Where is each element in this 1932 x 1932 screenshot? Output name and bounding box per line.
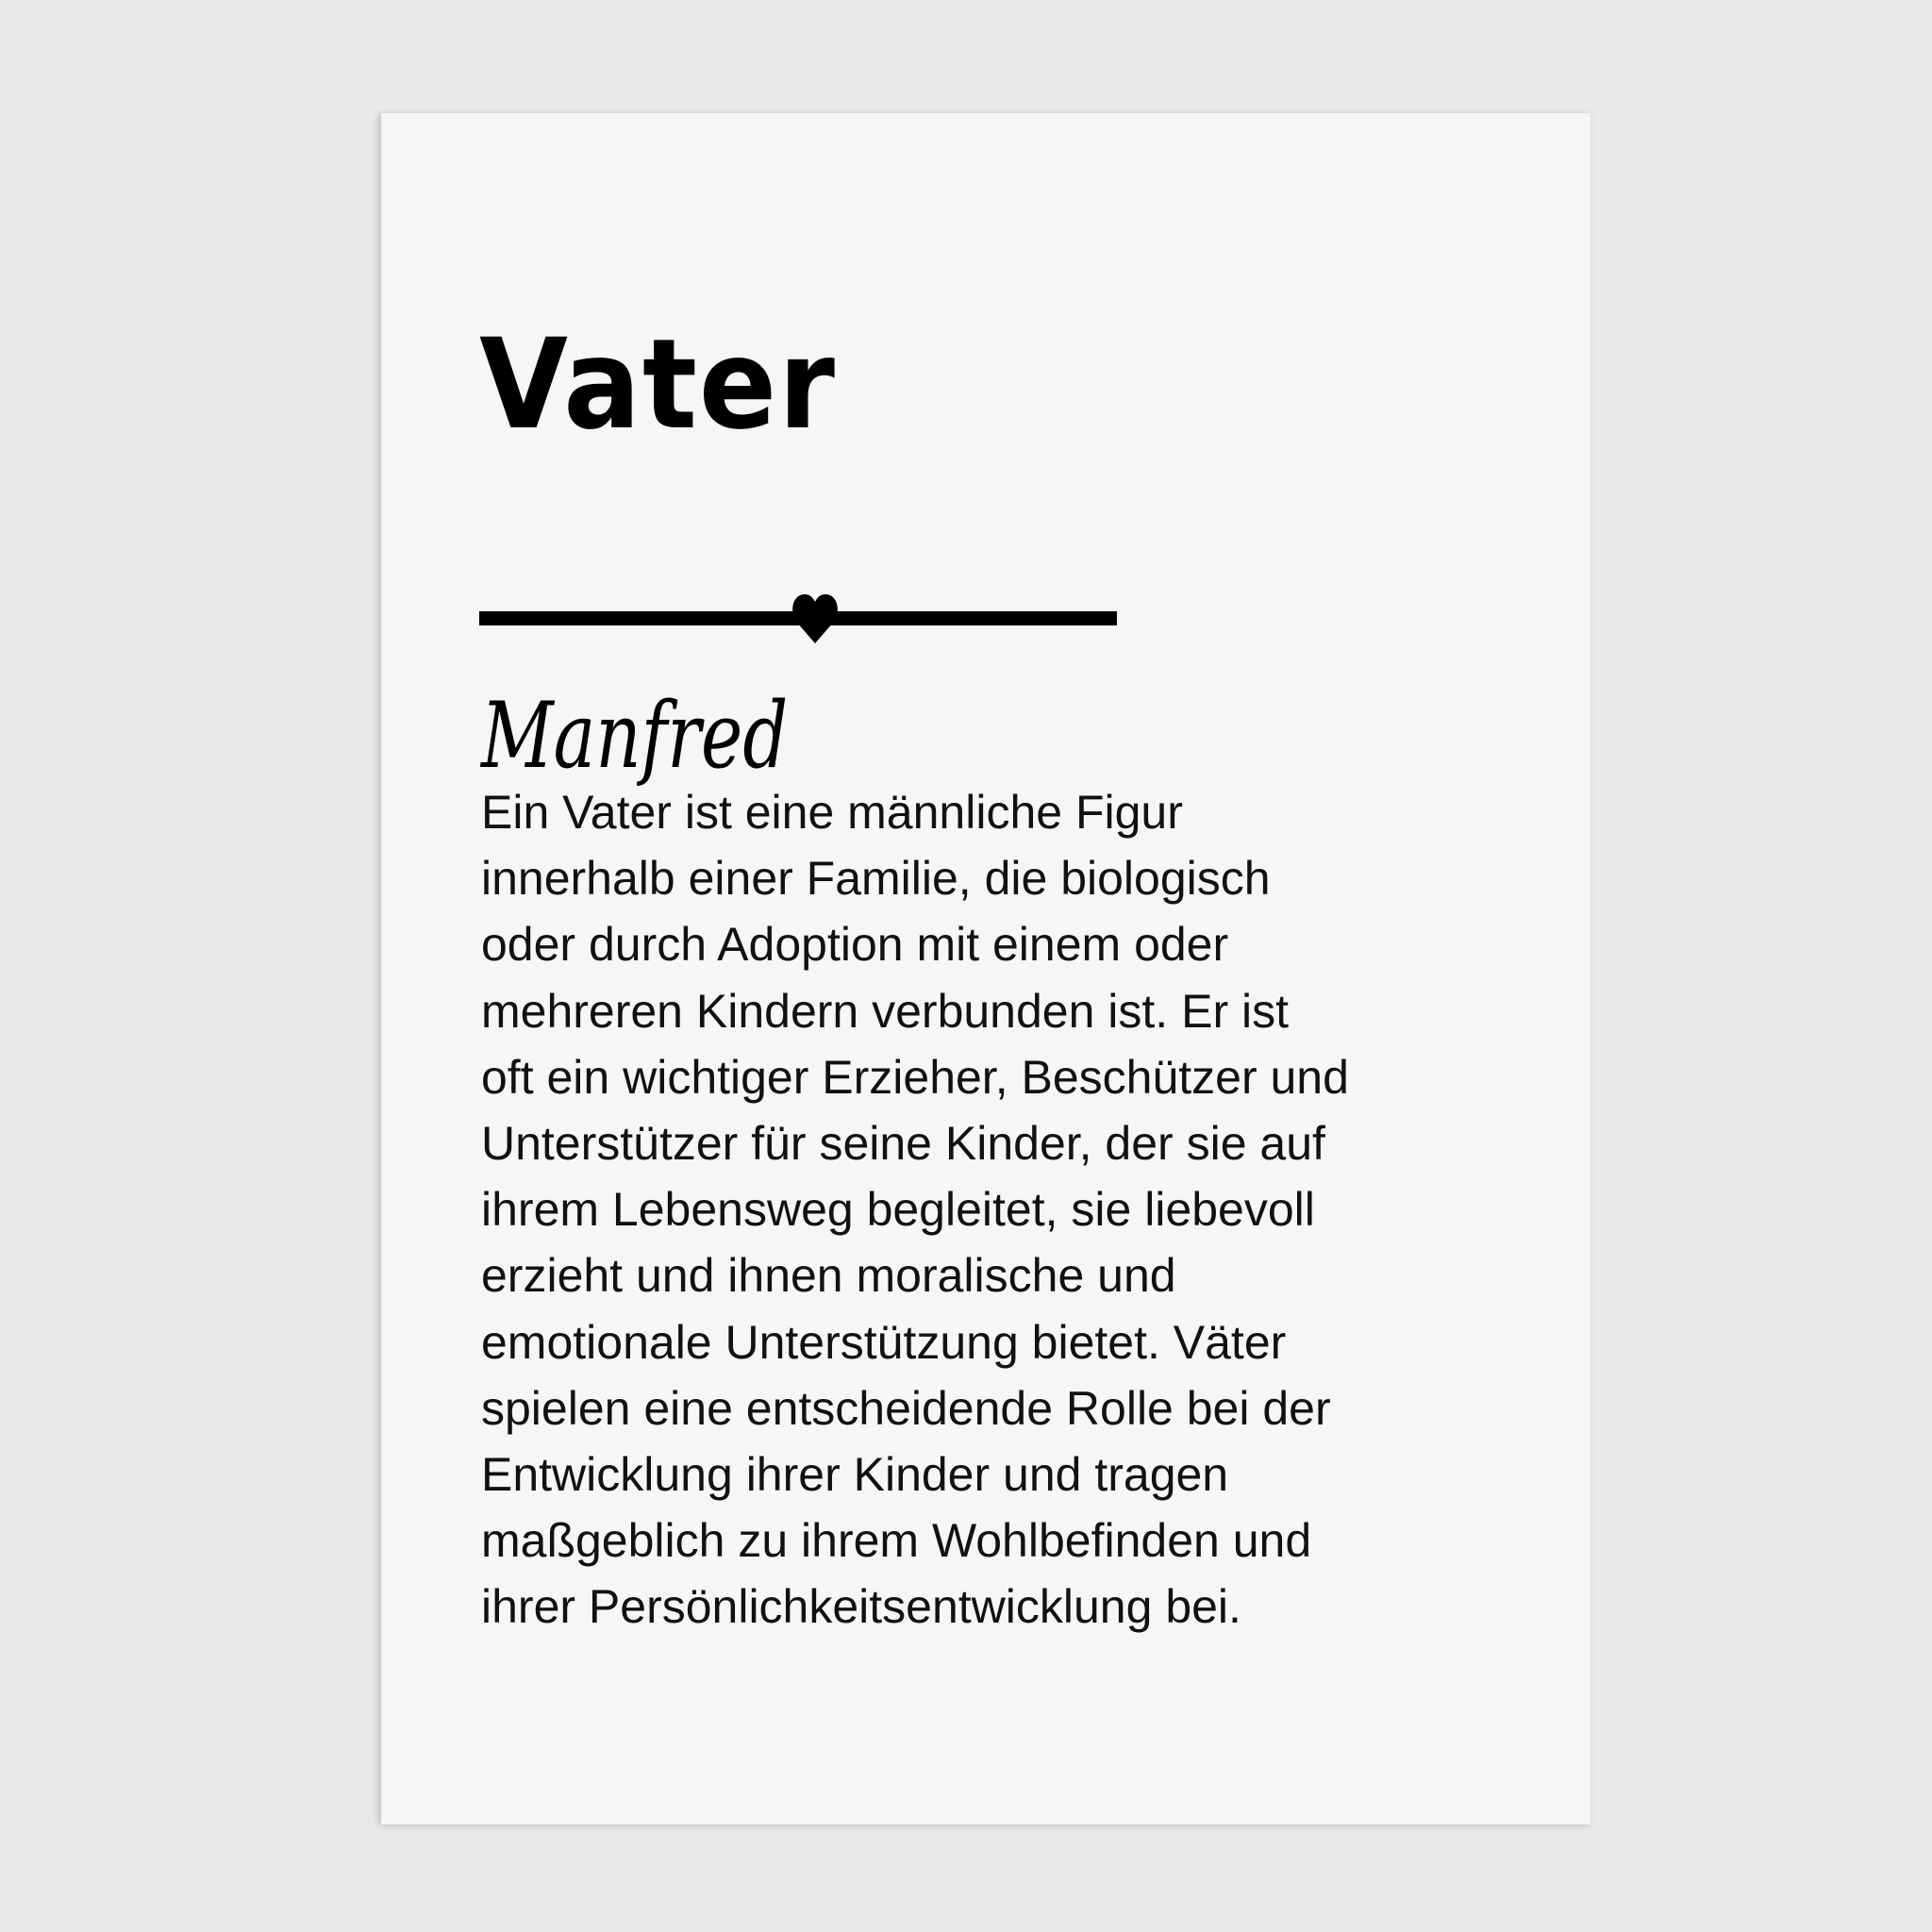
heart-icon bbox=[792, 592, 838, 643]
definition-line: Ein Vater ist eine männliche Figur bbox=[481, 786, 1183, 839]
definition-line: erzieht und ihnen moralische und bbox=[481, 1249, 1176, 1303]
definition-line: innerhalb einer Familie, die biologisch bbox=[481, 852, 1271, 906]
definition-line: Entwicklung ihrer Kinder und tragen bbox=[481, 1448, 1229, 1502]
definition-text bbox=[481, 779, 1519, 1641]
poster-card bbox=[381, 113, 1591, 1824]
definition-line: oder durch Adoption mit einem oder bbox=[481, 918, 1229, 972]
definition-line: oft ein wichtiger Erzieher, Beschützer und bbox=[481, 1050, 1349, 1104]
poster-title: Vater bbox=[479, 312, 837, 458]
definition-line: ihrem Lebensweg begleitet, sie liebevoll bbox=[481, 1183, 1315, 1237]
poster-subtitle-name: Manfred bbox=[481, 683, 789, 789]
definition-line: mehreren Kindern verbunden ist. Er ist bbox=[481, 984, 1289, 1038]
definition-line: spielen eine entscheidende Rolle bei der bbox=[481, 1381, 1331, 1435]
definition-line: ihrer Persönlichkeitsentwicklung bei. bbox=[481, 1580, 1241, 1634]
heart-divider bbox=[479, 604, 1117, 655]
definition-line: maßgeblich zu ihrem Wohlbefinden und bbox=[481, 1514, 1312, 1568]
definition-line: emotionale Unterstützung bietet. Väter bbox=[481, 1315, 1287, 1369]
definition-line: Unterstützer für seine Kinder, der sie auf bbox=[481, 1117, 1325, 1171]
